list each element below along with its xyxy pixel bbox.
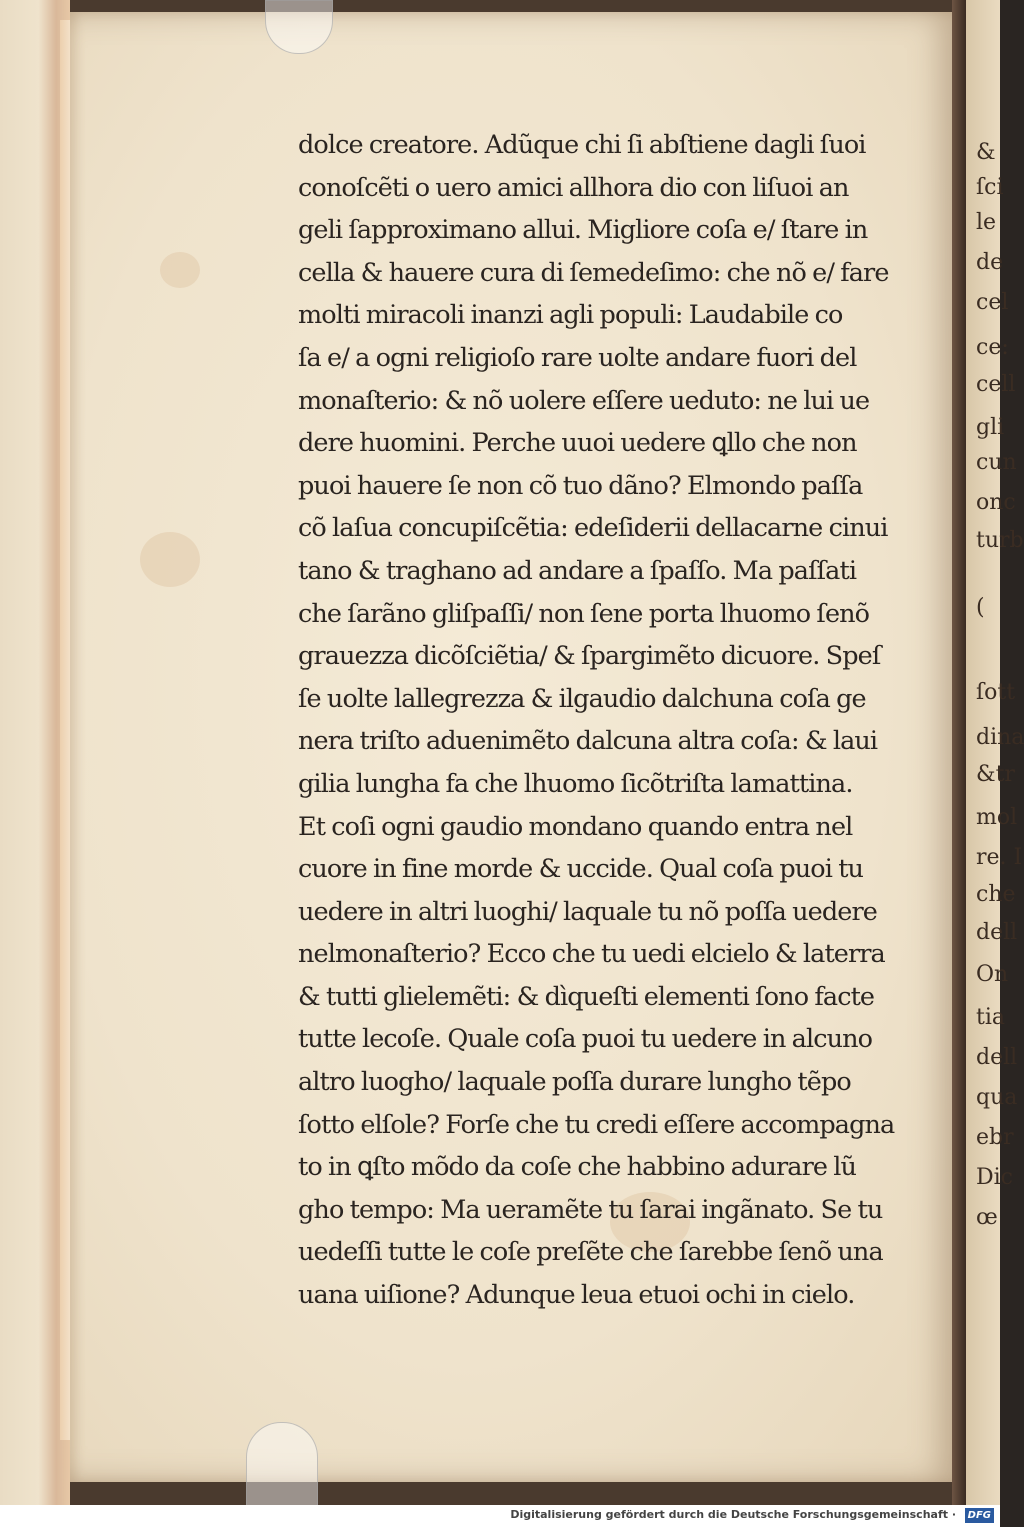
text-line: conoſcẽti o uero amici allhora dio con liſuoi an: [298, 172, 849, 203]
facing-fragment: re. I: [976, 845, 1023, 870]
text-line: tutte lecoſe. Quale coſa puoi tu uedere in alcuno: [298, 1024, 873, 1055]
digitization-footer: [0, 1505, 1000, 1527]
facing-fragment: &: [976, 140, 996, 165]
text-line: tano & traghano ad andare a ſpaſſo. Ma paſſati: [298, 555, 857, 586]
text-line: to in ꝗſto mõdo da coſe che habbino adurare lũ: [298, 1152, 857, 1183]
facing-fragment: turb: [976, 528, 1024, 553]
facing-fragment: &tr: [976, 762, 1015, 787]
text-line: cella & hauere cura di ſemedeſimo: che nõ e/ fare: [298, 257, 889, 288]
facing-fragment: Dic: [976, 1165, 1013, 1190]
facing-fragment: gli: [976, 415, 1005, 440]
printed-text-block: [298, 124, 918, 1317]
facing-fragment: de: [976, 250, 1004, 275]
text-line: ſa e/ a ogni religioſo rare uolte andare fuori del: [298, 342, 857, 373]
text-line: dolce creatore. Adũque chi ſi abſtiene dagli ſuoi: [298, 130, 866, 160]
facing-fragment: ſott: [976, 680, 1016, 705]
text-line: nelmonaſterio? Ecco che tu uedi elcielo & laterra: [298, 939, 885, 970]
text-line: cuore in fine morde & uccide. Qual coſa puoi tu: [298, 854, 864, 885]
text-line: dere huomini. Perche uuoi uedere ꝗllo che non: [298, 428, 857, 459]
text-line: & tutti glielemẽti: & dìqueſti elementi ſono facte: [298, 981, 875, 1012]
glass-clip-bottom: [246, 1422, 318, 1507]
text-line: nera triſto aduenimẽto dalcuna altra coſa: & laui: [298, 726, 878, 757]
text-line: grauezza dicõſciẽtia/ & ſpargimẽto dicuore. Speſ: [298, 641, 881, 672]
dfg-logo: DFG: [965, 1508, 994, 1523]
facing-fragment: tia: [976, 1005, 1005, 1030]
text-line: geli ſapproximano allui. Migliore coſa e/ ſtare in: [298, 215, 868, 246]
text-line: ſotto elſole? Forſe che tu credi eſſere accompagna: [298, 1109, 895, 1140]
facing-fragment: On: [976, 962, 1009, 987]
text-line: ſe uolte lallegrezza & ilgaudio dalchuna coſa ge: [298, 683, 866, 714]
text-line: cõ laſua concupiſcẽtia: edeſiderii dellacarne cinui: [298, 513, 888, 544]
funding-credit: Digitalisierung gefördert durch die Deutsche Forschungsgemeinschaft ·: [510, 1508, 956, 1521]
paper-stain: [140, 532, 200, 587]
text-line: altro luogho/ laquale poſſa durare lungho tẽpo: [298, 1067, 851, 1098]
facing-fragment: mol: [976, 805, 1018, 830]
facing-fragment: ebr: [976, 1125, 1014, 1150]
facing-fragment: che: [976, 882, 1016, 907]
text-line: puoi hauere ſe non cõ tuo dãno? Elmondo paſſa: [298, 470, 863, 501]
facing-page-edge: [966, 0, 1024, 1505]
facing-fragment: dell: [976, 1045, 1018, 1070]
text-line: che ſarãno gliſpaſſi/ non ſene porta lhuomo ſenõ: [298, 598, 870, 629]
facing-fragment: dell: [976, 920, 1018, 945]
text-line: gilia lungha fa che lhuomo ſicõtriſta lamattina.: [298, 768, 853, 799]
facing-fragment: ce:: [976, 335, 1009, 360]
facing-fragment: dina: [976, 725, 1024, 750]
facing-fragment: le: [976, 210, 997, 235]
facing-fragment: cel: [976, 290, 1009, 315]
facing-fragment: qua: [976, 1085, 1018, 1110]
facing-fragment: ſci: [976, 175, 1004, 200]
paper-stain: [160, 252, 200, 288]
text-line: uedere in altri luoghi/ laquale tu nõ poſſa uedere: [298, 896, 877, 927]
text-line: monaſterio: & nõ uolere eſſere ueduto: ne lui ue: [298, 385, 870, 416]
facing-fragment: cell: [976, 372, 1016, 397]
facing-fragment: (: [976, 595, 985, 620]
facing-fragment: œ: [976, 1205, 998, 1230]
facing-fragment: cun: [976, 450, 1017, 475]
text-line: gho tempo: Ma ueramẽte tu ſarai ingãnato. Se tu: [298, 1194, 883, 1225]
left-page-edge: [0, 0, 70, 1505]
text-line: uana uiſione? Adunque leua etuoi ochi in cielo.: [298, 1280, 855, 1311]
text-line: molti miracoli inanzi agli populi: Laudabile co: [298, 300, 843, 331]
facing-fragment: onc: [976, 490, 1016, 515]
text-line: Et coſi ogni gaudio mondano quando entra nel: [298, 811, 853, 842]
text-line: uedeſſi tutte le coſe preſẽte che ſarebbe ſenõ una: [298, 1237, 883, 1268]
